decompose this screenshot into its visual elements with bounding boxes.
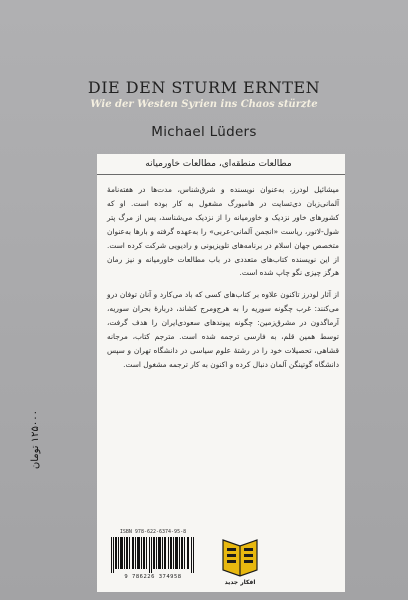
book-author: Michael Lüders bbox=[151, 124, 257, 140]
isbn-digits: 9 786226 374958 bbox=[124, 574, 182, 580]
blurb-panel bbox=[97, 154, 345, 592]
series-divider bbox=[97, 174, 345, 175]
barcode bbox=[105, 529, 201, 581]
handwritten-price: ۱۲۵۰۰۰ تومان bbox=[30, 410, 41, 470]
blurb-text bbox=[107, 183, 339, 380]
book-title: DIE DEN STURM ERNTEN bbox=[87, 78, 321, 97]
book-subtitle: Wie der Westen Syrien ins Chaos stürzte bbox=[90, 99, 318, 110]
publisher-name: افکار جدید bbox=[224, 579, 256, 586]
blurb-paragraph-2: از آثار لودرز تاکنون علاوه بر کتاب‌های کسی که باد می‌کارد و آنان توفان درو می‌کنند: غرب چگونه سوریه را به هرج‌ومرج کشاند، دربارهٔ بحران سوریه، آرماگدون در مشرق‌زمین: چگونه پیوندهای سعودی‌ایران را هدف گرفت، توسط همین قلم، به فارسی ترجمه شده است. مترجم کتاب، مرجانه قشاهی، تحصیلات خود را در رشتهٔ علوم سیاسی در دانشگاه تهران و سپس دانشگاه گوتینگن آلمان دنبال کرده و اکنون به کار ترجمه مشغول است. bbox=[107, 290, 339, 369]
isbn-label: ISBN 978-622-6374-95-8 bbox=[119, 529, 187, 535]
barcode-bars-icon bbox=[111, 537, 195, 573]
publisher-logo-icon bbox=[221, 534, 259, 582]
series-label: مطالعات منطقه‌ای، مطالعات خاورمیانه bbox=[145, 159, 292, 169]
blurb-paragraph-1: میشائیل لودرز، به‌عنوان نویسنده و شرق‌شناس، مدت‌ها در هفته‌نامهٔ آلمانی‌زبان دی‌تسایت در هامبورگ مشغول به کار بوده است. او که کشورهای خاور نزدیک و خاورمیانه را از نزدیک می‌شناسد، پس از مرگ پتر شول-لاتور، ریاست «انجمن آلمانی-عربی» را به‌عهده گرفته و بارها به‌عنوان متخصص جهان اسلام در برنامه‌های تلویزیونی و رادیویی شرکت کرده است. از این نویسنده کتاب‌های متعددی در باب مطالعات خاورمیانه و نیز رمان هرگز چیزی نگو چاپ شده است. bbox=[107, 185, 339, 278]
